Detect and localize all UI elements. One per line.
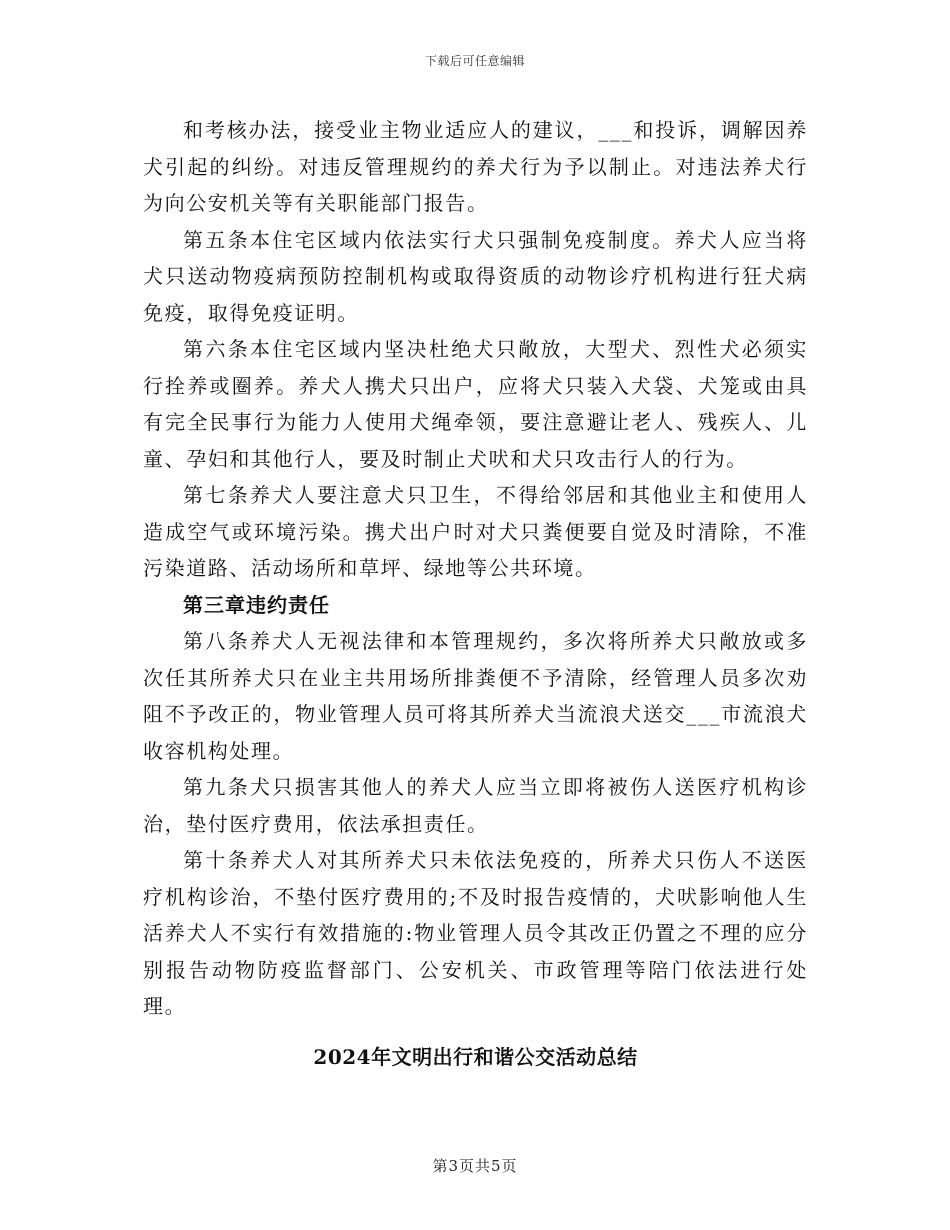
paragraph-article-8: 第八条养犬人无视法律和本管理规约，多次将所养犬只敞放或多次任其所养犬只在业主共用场所排粪便不予清除，经管理人员多次劝阻不予改正的，物业管理人员可将其所养犬当流浪犬送交___市流浪犬收容机构处理。 bbox=[143, 629, 808, 763]
paragraph-article-6: 第六条本住宅区域内坚决杜绝犬只敞放，大型犬、烈性犬必须实行拴养或圈养。养犬人携犬只出户，应将犬只装入犬袋、犬笼或由具有完全民事行为能力人使用犬绳牵领，要注意避让老人、残疾人、儿童、孕妇和其他行人，要及时制止犬吠和犬只攻击行人的行为。 bbox=[143, 337, 808, 471]
paragraph-article-10: 第十条养犬人对其所养犬只未依法免疫的，所养犬只伤人不送医疗机构诊治，不垫付医疗费用的;不及时报告疫情的，犬吠影响他人生活养犬人不实行有效措施的:物业管理人员令其改正仍置之不理的应分别报告动物防疫监督部门、公安机关、市政管理等陪门依法进行处理。 bbox=[143, 848, 808, 1018]
header-note: 下载后可任意编辑 bbox=[424, 54, 525, 68]
paragraph-article-5: 第五条本住宅区域内依法实行犬只强制免疫制度。养犬人应当将犬只送动物疫病预防控制机构或取得资质的动物诊疗机构进行狂犬病免疫，取得免疫证明。 bbox=[143, 227, 808, 325]
paragraph-article-7: 第七条养犬人要注意犬只卫生，不得给邻居和其他业主和使用人造成空气或环境污染。携犬出户时对犬只粪便要自觉及时清除，不准污染道路、活动场所和草坪、绿地等公共环境。 bbox=[143, 483, 808, 580]
paragraph-continued: 和考核办法，接受业主物业适应人的建议，___和投诉，调解因养犬引起的纠纷。对违反管理规约的养犬行为予以制止。对违法养犬行为向公安机关等有关职能部门报告。 bbox=[143, 118, 808, 215]
chapter-heading: 第三章违约责任 bbox=[183, 592, 330, 617]
page-indicator: 第3页共5页 bbox=[432, 1157, 518, 1175]
next-document-title: 2024年文明出行和谐公交活动总结 bbox=[313, 1044, 638, 1069]
paragraph-article-9: 第九条犬只损害其他人的养犬人应当立即将被伤人送医疗机构诊治，垫付医疗费用，依法承担责任。 bbox=[143, 775, 808, 836]
document-body bbox=[143, 112, 808, 1075]
